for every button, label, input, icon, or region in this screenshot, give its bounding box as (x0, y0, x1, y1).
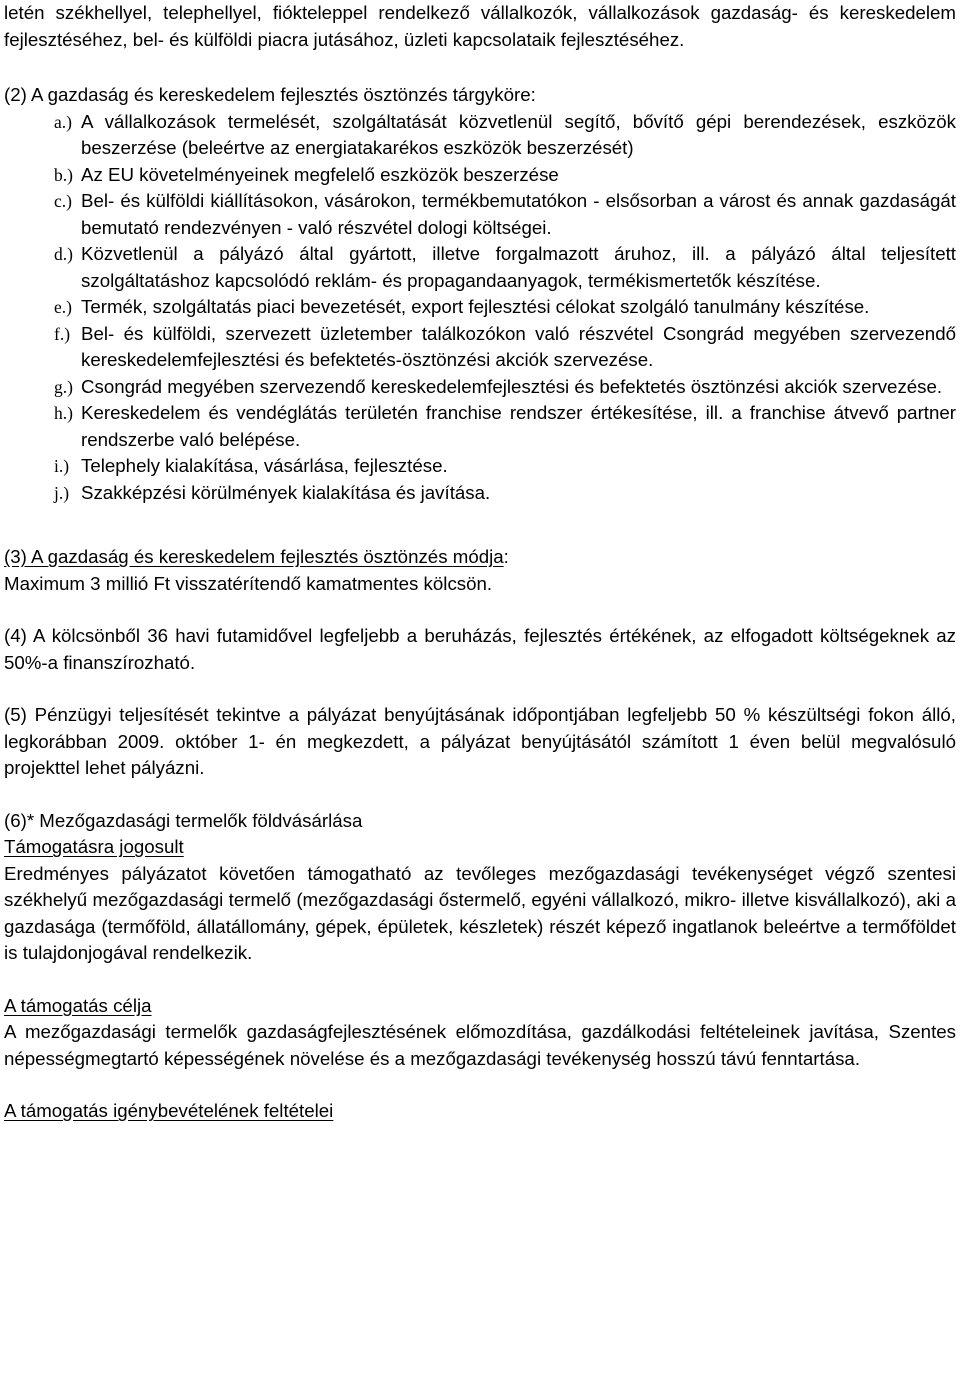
aim-heading-text: A támogatás célja (4, 994, 152, 1016)
section-3-body: Maximum 3 millió Ft visszatérítendő kamatmentes kölcsön. (4, 572, 493, 594)
list-item (4, 400, 956, 453)
list-item-text: Telephely kialakítása, vásárlása, fejlesztése. (81, 455, 448, 476)
section-5-paragraph: (5) Pénzügyi teljesítését tekintve a pályázat benyújtásának időpontjában legfeljebb 50 % készültségi fokon álló, legkorábban 2009. október 1- én megkezdett, a pályázat benyújtásától számított 1 éven belül megvalósuló projekttel lehet pályázni. (4, 704, 956, 778)
list-item-label: f.) (54, 323, 71, 344)
list-item-text: Termék, szolgáltatás piaci bevezetését, export fejlesztési célokat szolgáló tanulmány készítése. (81, 296, 870, 317)
list-item (4, 188, 956, 241)
list-item-label: a.) (54, 111, 72, 132)
list-item-text: Csongrád megyében szervezendő kereskedelemfejlesztési és befektetés ösztönzési akciók szervezése. (81, 375, 943, 397)
eligible-paragraph: Eredményes pályázatot követően támogatható az tevőleges mezőgazdasági tevékenységet végző szentesi székhelyű mezőgazdasági termelő (mezőgazdasági őstermelő, egyéni vállalkozó, mikro- illetve kisvállalkozó), aki a gazdasága (termőföld, állatállomány, gépek, épületek, készletek) részét képező ingatlanok beleértve a termőföldet is tulajdonjogával rendelkezik. (4, 862, 956, 963)
list-item-text: A vállalkozások termelését, szolgáltatását közvetlenül segítő, bővítő gépi berendezések, eszközök beszerzése (beleértve az energiatakarékos eszközök beszerzését) (81, 110, 956, 158)
aim-paragraph: A mezőgazdasági termelők gazdaságfejlesztésének előmozdítása, gazdálkodási feltételeinek javítása, Szentes népességmegtartó képességének növelése és a mezőgazdasági tevékenység hosszú távú fenntartása. (4, 1021, 956, 1069)
list-item (4, 241, 956, 294)
intro-paragraph: letén székhellyel, telephellyel, fiókteleppel rendelkező vállalkozók, vállalkozások gazdaság- és kereskedelem fejlesztéséhez, bel- és külföldi piacra jutásához, üzleti kapcsolataik fejlesztéséhez. (4, 2, 956, 50)
conditions-heading (4, 1098, 956, 1125)
eligible-heading-text: Támogatásra jogosult (4, 836, 184, 857)
list-item-label: c.) (54, 191, 72, 211)
list-item-text: Kereskedelem és vendéglátás területén franchise rendszer értékesítése, ill. a franchise átvevő partner rendszerbe való belépése. (81, 402, 956, 450)
section-2-heading: (2) A gazdaság és kereskedelem fejlesztés ösztönzés tárgyköre: (4, 84, 536, 105)
list-item-label: d.) (54, 244, 73, 264)
list-item-label: j.) (54, 482, 70, 503)
list-item-label: e.) (54, 297, 72, 317)
list-item (4, 453, 956, 480)
section-4-paragraph: (4) A kölcsönből 36 havi futamidővel legfeljebb a beruházás, fejlesztés értékének, az elfogadott költségeknek az 50%-a finanszírozható. (4, 625, 956, 673)
section-3-heading-colon: : (503, 546, 509, 567)
document-page (4, 0, 956, 1125)
section-3-heading (4, 544, 956, 571)
list-item (4, 374, 956, 401)
list-item (4, 321, 956, 374)
conditions-heading-text: A támogatás igénybevételének feltételei (4, 1100, 334, 1121)
section-2-list (4, 109, 956, 507)
section-3-heading-underlined: (3) A gazdaság és kereskedelem fejlesztés ösztönzés (4, 546, 453, 567)
list-item (4, 480, 956, 507)
list-item-text: Szakképzési körülmények kialakítása és javítása. (81, 481, 491, 503)
list-item-label: b.) (54, 164, 73, 185)
list-item-text: Az EU követelményeinek megfelelő eszközök beszerzése (81, 163, 559, 185)
list-item-text: Bel- és külföldi kiállításokon, vásárokon, termékbemutatókon - elsősorban a várost és annak gazdaságát bemutató rendezvényen - való részvétel dologi költségei. (81, 190, 956, 238)
aim-heading (4, 993, 956, 1020)
list-item-text: Bel- és külföldi, szervezett üzletember találkozókon való részvétel Csongrád megyében szervezendő kereskedelemfejlesztési és befektetés-ösztönzési akciók szervezése. (81, 322, 956, 370)
list-item-label: h.) (54, 403, 73, 423)
list-item (4, 294, 956, 321)
list-item (4, 109, 956, 162)
section-6-heading: (6)* Mezőgazdasági termelők földvásárlása (4, 809, 363, 831)
list-item-label: i.) (54, 456, 70, 476)
list-item-text: Közvetlenül a pályázó által gyártott, illetve forgalmazott áruhoz, ill. a pályázó által teljesített szolgáltatáshoz kapcsolódó reklám- és propagandaanyagok, termékismertetők készítése. (81, 243, 956, 291)
list-item-label: g.) (54, 376, 73, 397)
list-item (4, 162, 956, 189)
eligible-heading (4, 834, 956, 861)
section-3-heading-mode: módja (452, 546, 504, 567)
